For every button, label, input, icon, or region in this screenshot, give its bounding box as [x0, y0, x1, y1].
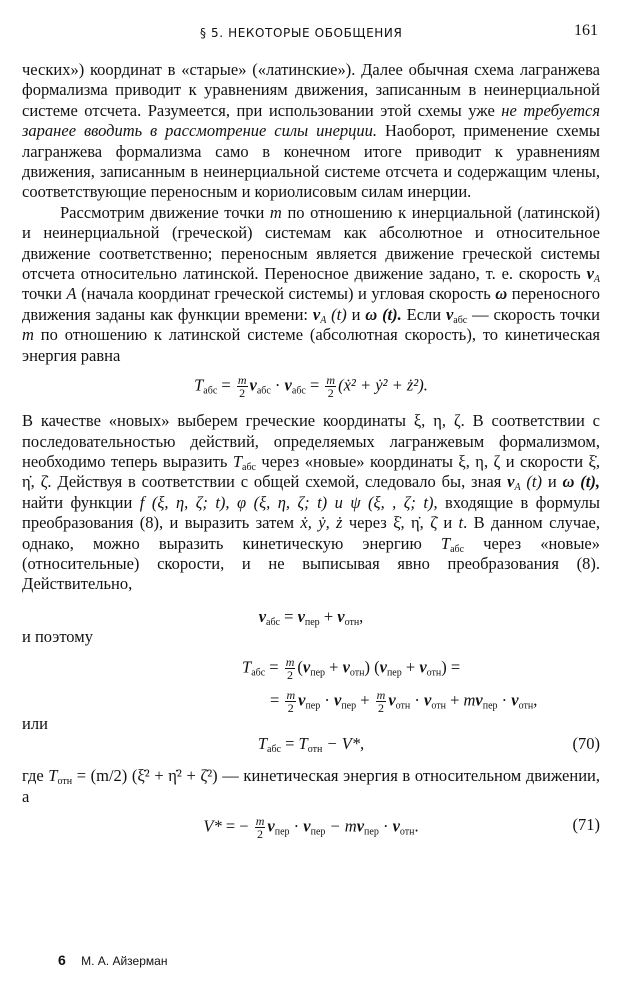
symbol-V-star: V*: [203, 816, 222, 836]
fraction: [237, 374, 248, 399]
symbol-v: v: [297, 606, 305, 626]
text: через ξ̇, η̇, ζ̇ и: [342, 513, 459, 533]
fraction: [285, 656, 296, 681]
equation-T-expansion-2: [22, 689, 600, 714]
symbol-omega-t: ω (t).: [365, 304, 402, 324]
symbol-v: v: [586, 264, 594, 284]
equation-71: [22, 815, 600, 840]
symbol-T: T: [298, 733, 308, 753]
symbol-T: T: [232, 451, 242, 471]
function-list: f (ξ, η, ζ; t), φ (ξ, η, ζ; t) и ψ (ξ, , ζ; t),: [139, 492, 438, 512]
operator: =: [217, 375, 235, 395]
symbol-t: t: [458, 513, 464, 533]
subscript: отн: [57, 776, 73, 788]
punctuation: ,: [359, 606, 364, 626]
numerator: m: [285, 654, 295, 669]
paragraph-4: [22, 766, 600, 807]
symbol-m: m: [22, 325, 34, 345]
emphasis-text: не требуется заранее вводить в рассмотрение силы инерции.: [22, 100, 601, 141]
subscript: отн: [344, 616, 360, 628]
symbol-v: v: [302, 656, 311, 676]
equation-kinetic-energy: [22, 374, 600, 399]
subscript: отн: [349, 666, 365, 678]
text: переносного движения заданы как функции времени:: [22, 284, 600, 324]
fraction: [285, 689, 296, 714]
symbol-v: v: [298, 689, 306, 709]
subscript: пер: [310, 826, 326, 838]
page-footer: [58, 952, 167, 968]
page-number: 161: [574, 22, 598, 39]
fraction: [325, 374, 336, 399]
subscript: абс: [450, 543, 465, 555]
argument: (t): [326, 304, 347, 324]
operator: +: [325, 656, 343, 676]
equation-number: (71): [572, 815, 600, 835]
text: по отношению к латинской системе (абсолютная скорость), то кинетическая энергия равна: [22, 325, 600, 365]
symbol-v: v: [511, 689, 519, 709]
page-body: [22, 60, 600, 840]
subscript: абс: [266, 616, 280, 628]
subscript: отн: [426, 666, 442, 678]
text: через «новые» (относительные) скорости, и не выписывая явно преобразования (8). Действительно,: [22, 533, 601, 594]
subscript: A: [514, 482, 521, 494]
text-and-so: и поэтому: [22, 627, 93, 647]
fraction: [255, 815, 266, 840]
running-header: [0, 22, 638, 44]
subscript: A: [593, 274, 600, 286]
symbol-v: v: [303, 816, 311, 836]
operator: ·: [497, 689, 512, 709]
text: ческих») координат в «старые» («латинские»). Далее обычная схема лагранжева формализма приводит к уравнениям движения, записанным в неинерциальной системе отсчета. Разумеется, при использовании этой схемы уже: [22, 60, 600, 120]
symbol-v: v: [445, 304, 454, 324]
paragraph-2: [22, 203, 600, 366]
symbol-v: v: [258, 606, 267, 626]
operator: =: [280, 733, 299, 753]
operator: =: [265, 656, 283, 676]
text: и: [346, 304, 366, 324]
operator: +: [356, 689, 374, 709]
subscript: пер: [310, 666, 326, 678]
paragraph-1: [22, 60, 600, 203]
numerator: m: [255, 814, 265, 829]
text: где: [22, 766, 49, 786]
symbol-v: v: [333, 689, 342, 709]
text: и: [542, 472, 563, 492]
symbol-T: T: [242, 656, 252, 676]
text: = (m/2) (ξ̇² + η̇² + ζ̇²) — кинетическая энергия в относительном движении, а: [22, 766, 600, 806]
numerator: m: [286, 687, 296, 702]
text: точки: [22, 284, 67, 304]
denominator: 2: [257, 827, 264, 842]
operator: +: [445, 689, 464, 709]
numerator: m: [326, 373, 336, 388]
operator: =: [280, 606, 298, 626]
operator: ·: [289, 816, 304, 836]
fraction: [376, 689, 387, 714]
operator: = −: [221, 816, 253, 836]
symbol-v: v: [284, 375, 292, 395]
punctuation: ,: [533, 689, 538, 709]
symbol-m: m: [269, 202, 282, 222]
symbol-v: v: [342, 656, 350, 676]
operator: − m: [325, 816, 357, 836]
subscript: абс: [242, 461, 256, 473]
equation-T-expansion-1: $T_{абс}$ = $\frac{m}{2}$ $(v_{пер} + v_{отн}) (v_{пер} + v_{отн})$ =: [242, 654, 461, 682]
subscript: отн: [307, 743, 323, 755]
subscript: пер: [341, 699, 357, 711]
symbol-v: v: [392, 816, 400, 836]
paragraph-3: [22, 411, 600, 595]
symbol-v: v: [419, 656, 427, 676]
expression: − V*,: [322, 733, 365, 753]
subscript: пер: [274, 826, 290, 838]
symbol-T: T: [194, 375, 204, 395]
equation-velocity-sum: [22, 607, 600, 627]
text-or: или: [22, 713, 48, 733]
text: . В данном случае, однако, можно выразить кинетическую энергию: [22, 513, 601, 553]
text: входящие в формулы преобразования (8), и выразить затем: [22, 492, 600, 533]
operator: ·: [320, 689, 334, 709]
denominator: 2: [378, 700, 384, 715]
denominator: 2: [287, 667, 294, 682]
text: (начала координат греческой системы) и угловая скорость: [76, 284, 496, 304]
symbol-v: v: [475, 689, 483, 709]
symbol-v: v: [249, 375, 257, 395]
author-name: М. А. Айзерман: [81, 954, 168, 968]
operator: =: [305, 375, 324, 395]
symbol-v: v: [388, 689, 396, 709]
operator: =: [270, 689, 284, 709]
subscript: пер: [364, 826, 379, 838]
signature-mark: 6: [58, 952, 66, 968]
subscript: абс: [251, 666, 266, 678]
subscript: отн: [431, 699, 446, 711]
subscript: абс: [267, 743, 281, 755]
operator: ·: [378, 816, 393, 836]
text: Если: [401, 304, 446, 324]
text: В качестве «новых» выберем греческие координаты ξ, η, ζ. В соответствии с последовательностью действий, определяемых лагранжевым формализмом, необходимо теперь выразить: [22, 411, 600, 471]
velocities: ẋ, ẏ, ż: [300, 513, 343, 533]
subscript: абс: [291, 385, 306, 397]
symbol-omega-t: ω (t),: [562, 472, 600, 492]
equation-number: (70): [572, 733, 600, 753]
subscript: пер: [305, 699, 321, 711]
text: — скорость точки: [467, 304, 600, 324]
equation-70: [22, 734, 600, 754]
operator: +: [319, 606, 338, 626]
subscript: абс: [453, 314, 468, 326]
numerator: m: [376, 687, 386, 702]
text: по отношению к инерциальной (латинской) и неинерциальной (греческой) системам как абсолютное и относительное движение соответственно; переносным является движение греческой системы отсчета относительно латинской. Переносное движение задано, т. е. скорость: [22, 202, 600, 284]
subscript: A: [320, 314, 327, 326]
subscript: отн: [518, 699, 534, 711]
denominator: 2: [327, 386, 334, 401]
punctuation: .: [414, 816, 419, 836]
symbol-v: v: [356, 816, 365, 836]
expression: (ẋ² + ẏ² + ż²).: [338, 375, 428, 395]
operator: +: [401, 656, 420, 676]
symbol-m: m: [463, 689, 476, 709]
symbol-T: T: [48, 766, 58, 786]
argument: (t): [520, 472, 543, 492]
subscript: абс: [203, 385, 218, 397]
denominator: 2: [287, 700, 294, 715]
symbol-v: v: [379, 656, 387, 676]
operator: ·: [410, 689, 425, 709]
text: Рассмотрим движение точки: [60, 202, 270, 222]
section-title: § 5. НЕКОТОРЫЕ ОБОБЩЕНИЯ: [200, 26, 403, 40]
denominator: 2: [239, 386, 246, 401]
symbol-T: T: [257, 733, 268, 753]
symbol-omega: ω: [495, 284, 508, 304]
symbol-v: v: [507, 472, 515, 492]
symbol-v: v: [267, 816, 275, 836]
subscript: пер: [386, 666, 402, 678]
symbol-T: T: [440, 533, 451, 553]
symbol-v: v: [337, 606, 345, 626]
subscript: отн: [399, 826, 415, 838]
subscript: пер: [304, 616, 320, 628]
symbol-A: A: [66, 284, 77, 304]
numerator: m: [237, 373, 247, 388]
text: через «новые» координаты ξ, η, ζ и скорости ξ̇, η̇, ζ̇. Действуя в соответствии с общей схемой, следовало бы, зная: [22, 451, 600, 492]
symbol-v: v: [312, 304, 321, 324]
subscript: пер: [482, 699, 498, 711]
text: Наоборот, применение схемы лагранжева формализма само в конечном итоге приводит к уравнениям движения, записанным в неинерциальной системе отсчета и содержащим члены, соответствующие переносным и кориолисовым силам инерции.: [22, 121, 600, 202]
symbol-v: v: [424, 689, 432, 709]
subscript: абс: [256, 385, 271, 397]
operator: ·: [270, 375, 285, 395]
text: найти функции: [22, 492, 140, 512]
subscript: отн: [395, 699, 411, 711]
